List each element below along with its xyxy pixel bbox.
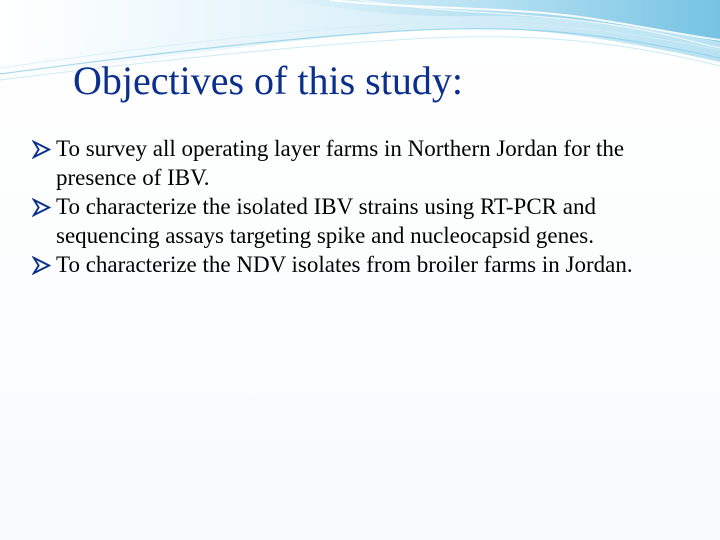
objective-text: To characterize the isolated IBV strains using RT-PCR and sequencing assays targeting spike and nucleocapsid genes.: [56, 194, 596, 248]
objectives-list: [30, 134, 690, 279]
objective-item: [30, 250, 690, 279]
objective-text: To characterize the NDV isolates from broiler farms in Jordan.: [56, 252, 633, 277]
objective-text: To survey all operating layer farms in Northern Jordan for the presence of IBV.: [56, 136, 625, 190]
objective-item: [30, 192, 690, 250]
objective-item: [30, 134, 690, 192]
arrow-checkmark-bullet-icon: [32, 256, 51, 275]
arrow-checkmark-bullet-icon: [32, 198, 51, 217]
arrow-checkmark-bullet-icon: [32, 140, 51, 159]
slide-title: Objectives of this study:: [73, 58, 463, 103]
